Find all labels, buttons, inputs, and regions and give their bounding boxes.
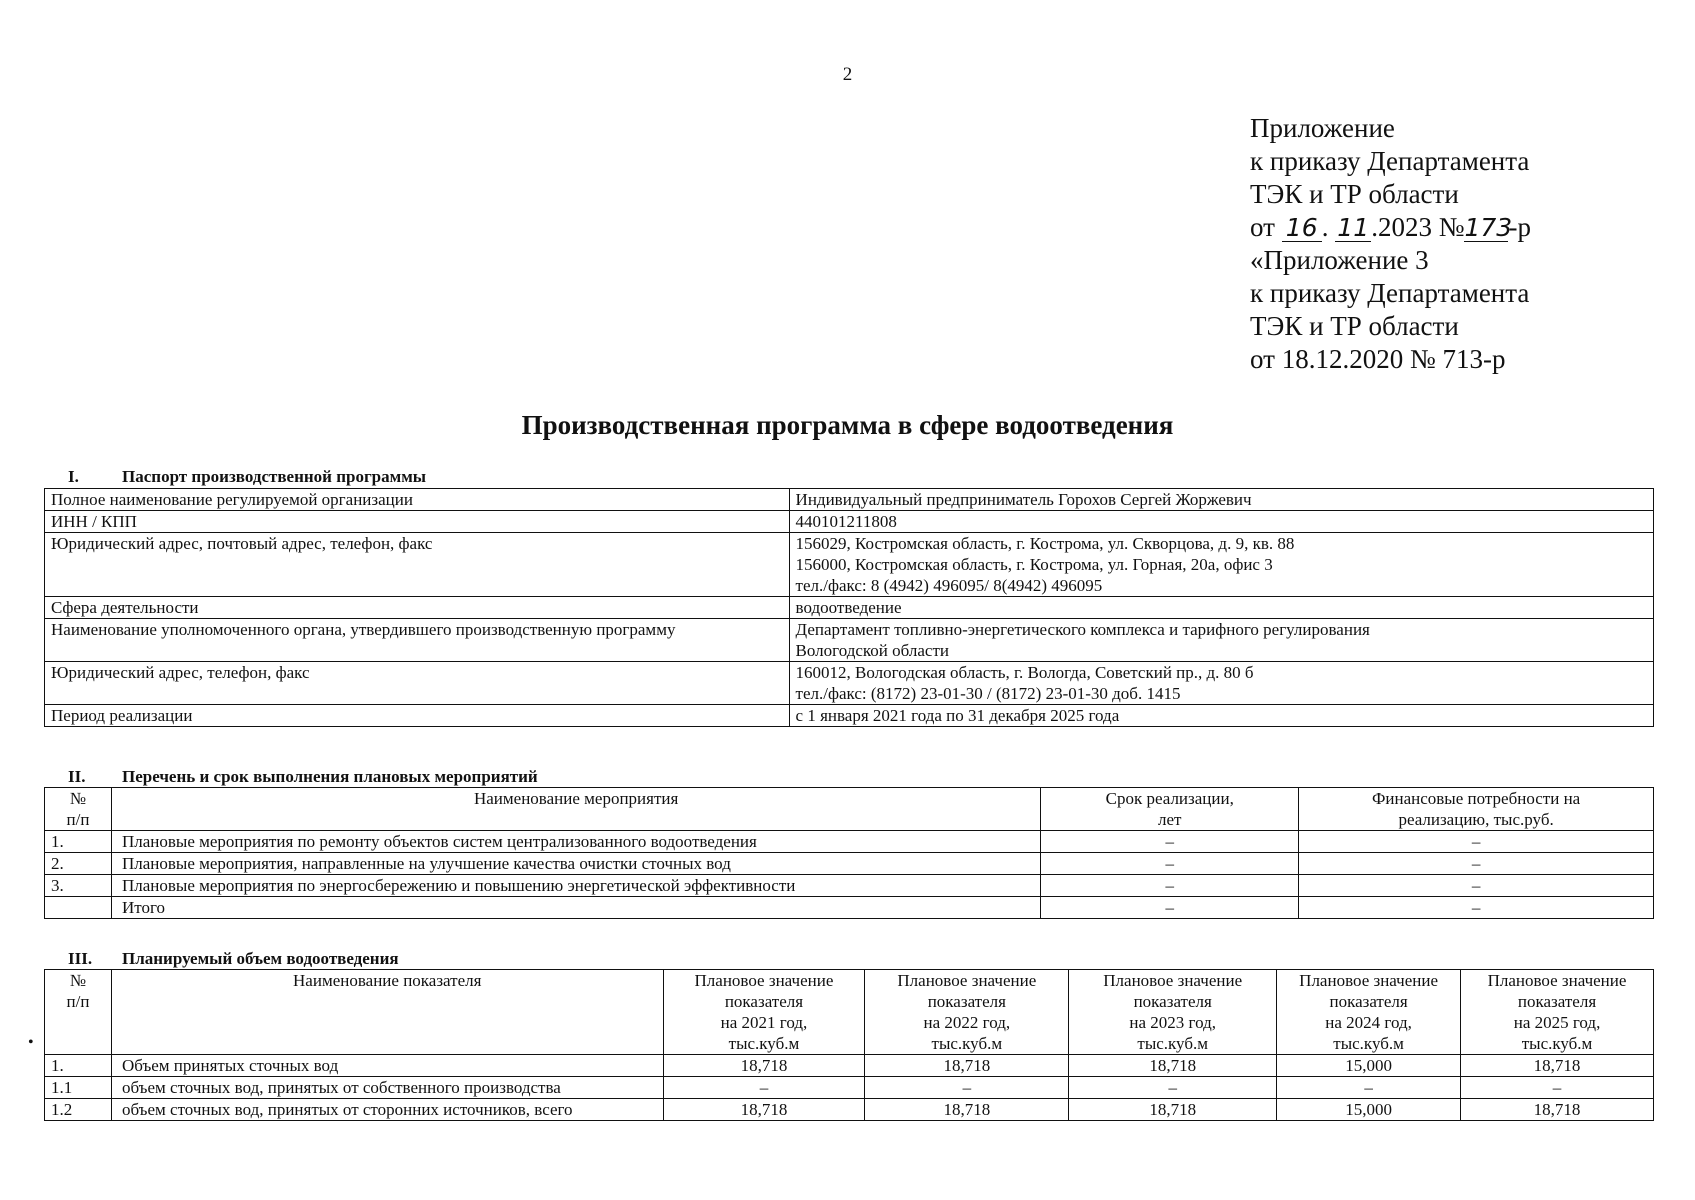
measures-header-term	[1041, 788, 1299, 831]
volume-value: 18,718	[1069, 1099, 1277, 1121]
section-1-number: I.	[68, 467, 79, 486]
header-term-line-2: лет	[1158, 810, 1182, 829]
volume-header-year-line: Плановое значение	[1487, 971, 1627, 990]
measures-header-row	[45, 788, 1654, 831]
passport-label: Полное наименование регулируемой организации	[45, 489, 790, 511]
section-2-title: Перечень и срок выполнения плановых мероприятий	[122, 767, 538, 786]
volume-value: 18,718	[663, 1099, 865, 1121]
volume-num: 1.	[45, 1055, 112, 1077]
volume-name: объем сточных вод, принятых от сторонних источников, всего	[111, 1099, 663, 1121]
appendix-line-6: к приказу Департамента	[1250, 278, 1530, 308]
appendix-line-8: от 18.12.2020 № 713-р	[1250, 344, 1506, 374]
volume-value: 15,000	[1277, 1099, 1461, 1121]
measures-num	[45, 897, 112, 919]
volume-value: –	[663, 1077, 865, 1099]
volume-value: –	[865, 1077, 1069, 1099]
passport-value-line: 156000, Костромская область, г. Кострома, ул. Горная, 20а, офис 3	[795, 555, 1273, 574]
volume-header-year-line: показателя	[1329, 992, 1408, 1011]
header-fin-line-2: реализацию, тыс.руб.	[1398, 810, 1554, 829]
volume-value: 18,718	[1461, 1055, 1654, 1077]
section-3-title: Планируемый объем водоотведения	[122, 949, 399, 968]
appendix-date-year: .2023 №	[1371, 212, 1465, 242]
passport-value	[789, 533, 1653, 597]
margin-mark: •	[28, 1034, 34, 1051]
measures-financing: –	[1299, 875, 1654, 897]
passport-row	[45, 489, 1654, 511]
passport-value-line: 156029, Костромская область, г. Кострома, ул. Скворцова, д. 9, кв. 88	[795, 534, 1295, 553]
page-number: 2	[842, 64, 853, 85]
volume-value: 18,718	[865, 1099, 1069, 1121]
volume-name: объем сточных вод, принятых от собственного производства	[111, 1077, 663, 1099]
passport-label: ИНН / КПП	[45, 511, 790, 533]
measures-financing: –	[1299, 897, 1654, 919]
volume-header-year-line: на 2021 год,	[720, 1013, 808, 1032]
measures-name: Итого	[111, 897, 1040, 919]
volume-row	[45, 1077, 1654, 1099]
appendix-line-1: Приложение	[1250, 113, 1395, 143]
volume-header-year-line: Плановое значение	[1299, 971, 1439, 990]
measures-name: Плановые мероприятия по энергосбережению и повышению энергетической эффективности	[111, 875, 1040, 897]
header-fin-line-1: Финансовые потребности на	[1371, 789, 1581, 808]
volume-header-year-line: показателя	[724, 992, 804, 1011]
appendix-date-prefix: от	[1250, 212, 1275, 242]
volume-header-year-line: Плановое значение	[694, 971, 834, 990]
volume-value: 15,000	[1277, 1055, 1461, 1077]
handwritten-month: 11	[1335, 215, 1371, 242]
volume-header-year-line: Плановое значение	[1103, 971, 1243, 990]
volume-value: 18,718	[1461, 1099, 1654, 1121]
measures-row	[45, 897, 1654, 919]
volume-value: 18,718	[1069, 1055, 1277, 1077]
passport-table	[44, 488, 1654, 727]
section-1-heading	[68, 467, 426, 487]
volume-header-year-line: тыс.куб.м	[1521, 1034, 1593, 1053]
volume-name: Объем принятых сточных вод	[111, 1055, 663, 1077]
appendix-date-dot: .	[1321, 212, 1329, 242]
volume-header-year	[865, 970, 1069, 1055]
volume-header-year-line: показателя	[1517, 992, 1597, 1011]
volume-header-num	[45, 970, 112, 1055]
volume-row	[45, 1099, 1654, 1121]
volume-header-year-line: тыс.куб.м	[1137, 1034, 1208, 1053]
section-2-heading	[68, 767, 538, 787]
measures-row	[45, 831, 1654, 853]
section-3-number: III.	[68, 949, 93, 968]
appendix-line-7: ТЭК и ТР области	[1250, 311, 1459, 341]
volume-value: 18,718	[865, 1055, 1069, 1077]
passport-value	[789, 597, 1653, 619]
volume-value: 18,718	[663, 1055, 865, 1077]
measures-num: 1.	[45, 831, 112, 853]
header-num-line-1: №	[69, 789, 87, 808]
passport-value-line: Вологодской области	[795, 641, 949, 660]
measures-row	[45, 853, 1654, 875]
handwritten-day: 16	[1282, 215, 1322, 242]
section-2-number: II.	[68, 767, 86, 786]
volume-header-year	[663, 970, 865, 1055]
measures-name: Плановые мероприятия, направленные на улучшение качества очистки сточных вод	[111, 853, 1040, 875]
volume-header-year-line: Плановое значение	[897, 971, 1037, 990]
volume-header-year-line: тыс.куб.м	[728, 1034, 800, 1053]
volume-value: –	[1277, 1077, 1461, 1099]
handwritten-order-number: 173	[1464, 213, 1513, 242]
passport-value-line: водоотведение	[795, 598, 902, 617]
volume-header-name: Наименование показателя	[111, 970, 663, 1055]
passport-value	[789, 662, 1653, 705]
measures-financing: –	[1299, 853, 1654, 875]
passport-row	[45, 533, 1654, 597]
passport-value-line: Индивидуальный предприниматель Горохов Сергей Жоржевич	[795, 490, 1252, 509]
measures-row	[45, 875, 1654, 897]
passport-value	[789, 511, 1653, 533]
passport-value	[789, 619, 1653, 662]
passport-row	[45, 597, 1654, 619]
passport-label: Сфера деятельности	[45, 597, 790, 619]
passport-value-line: тел./факс: (8172) 23-01-30 / (8172) 23-01-30 доб. 1415	[795, 684, 1181, 703]
volume-header-year	[1461, 970, 1654, 1055]
measures-header-num	[45, 788, 112, 831]
volume-header-year-line: на 2022 год,	[923, 1013, 1011, 1032]
passport-label: Период реализации	[45, 705, 790, 727]
passport-row	[45, 705, 1654, 727]
passport-value-line: 160012, Вологодская область, г. Вологда, Советский пр., д. 80 б	[795, 663, 1254, 682]
volume-num: 1.1	[45, 1077, 112, 1099]
appendix-block	[1250, 112, 1531, 376]
appendix-line-3: ТЭК и ТР области	[1250, 179, 1459, 209]
section-1-title: Паспорт производственной программы	[122, 467, 427, 486]
passport-value-line: Департамент топливно-энергетического комплекса и тарифного регулирования	[795, 620, 1370, 639]
volume-num: 1.2	[45, 1099, 112, 1121]
volume-header-year-line: показателя	[1133, 992, 1212, 1011]
passport-label: Юридический адрес, почтовый адрес, телефон, факс	[45, 533, 790, 597]
appendix-line-2: к приказу Департамента	[1250, 146, 1530, 176]
measures-term: –	[1041, 853, 1299, 875]
passport-value-line: тел./факс: 8 (4942) 496095/ 8(4942) 496095	[795, 576, 1103, 595]
passport-value	[789, 705, 1653, 727]
volume-header-year-line: тыс.куб.м	[931, 1034, 1003, 1053]
volume-header-year-line: показателя	[927, 992, 1006, 1011]
measures-header-name: Наименование мероприятия	[111, 788, 1040, 831]
measures-financing: –	[1299, 831, 1654, 853]
volume-value: –	[1069, 1077, 1277, 1099]
passport-row	[45, 619, 1654, 662]
passport-label: Наименование уполномоченного органа, утвердившего производственную программу	[45, 619, 790, 662]
volume-header-row	[45, 970, 1654, 1055]
header-num-line-2: п/п	[66, 992, 90, 1011]
measures-term: –	[1041, 831, 1299, 853]
volume-header-year-line: на 2023 год,	[1129, 1013, 1216, 1032]
volume-header-year	[1069, 970, 1277, 1055]
measures-term: –	[1041, 897, 1299, 919]
measures-term: –	[1041, 875, 1299, 897]
passport-row	[45, 662, 1654, 705]
volume-header-year-line: тыс.куб.м	[1333, 1034, 1404, 1053]
header-term-line-1: Срок реализации,	[1105, 789, 1234, 808]
volume-table	[44, 969, 1654, 1121]
passport-value-line: с 1 января 2021 года по 31 декабря 2025 года	[795, 706, 1120, 725]
section-3-heading	[68, 949, 399, 969]
header-num-line-1: №	[69, 971, 87, 990]
measures-name: Плановые мероприятия по ремонту объектов систем централизованного водоотведения	[111, 831, 1040, 853]
passport-value-line: 440101211808	[795, 512, 897, 531]
appendix-line-5: «Приложение 3	[1250, 245, 1429, 275]
measures-num: 3.	[45, 875, 112, 897]
appendix-line-4	[1250, 211, 1531, 244]
measures-num: 2.	[45, 853, 112, 875]
appendix-date-suffix: -р	[1508, 212, 1531, 242]
document-title: Производственная программа в сфере водоотведения	[521, 410, 1174, 440]
passport-value	[789, 489, 1653, 511]
volume-header-year	[1277, 970, 1461, 1055]
passport-row	[45, 511, 1654, 533]
volume-header-year-line: на 2024 год,	[1325, 1013, 1412, 1032]
measures-table	[44, 787, 1654, 919]
volume-header-year-line: на 2025 год,	[1513, 1013, 1601, 1032]
header-num-line-2: п/п	[66, 810, 90, 829]
passport-label: Юридический адрес, телефон, факс	[45, 662, 790, 705]
measures-header-financing	[1299, 788, 1654, 831]
volume-row	[45, 1055, 1654, 1077]
volume-value: –	[1461, 1077, 1654, 1099]
